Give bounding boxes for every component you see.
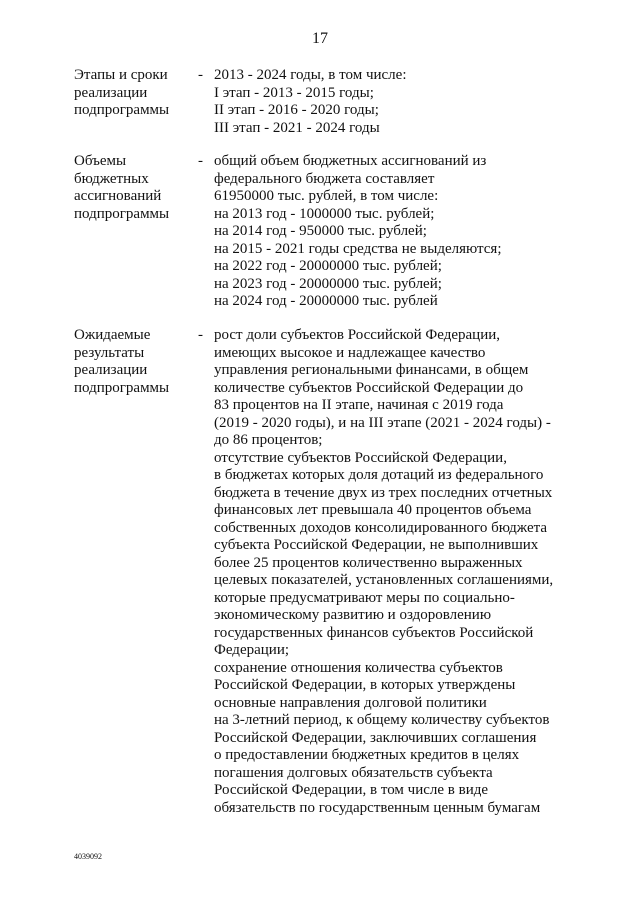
- section-label: [74, 67, 194, 120]
- content-line: собственных доходов консолидированного бюджета: [214, 519, 547, 536]
- content-line: Российской Федерации, в том числе в виде: [214, 782, 489, 798]
- content-line: сохранение отношения количества субъектов: [214, 659, 503, 676]
- content-line: основные направления долговой политики: [214, 694, 487, 711]
- content-line: на 3-летний период, к общему количеству субъектов: [214, 712, 550, 728]
- content-line: управления региональными финансами, в общем: [214, 362, 529, 378]
- section-dash: -: [198, 327, 203, 343]
- label-line: подпрограммы: [74, 205, 170, 222]
- section-label: [74, 153, 194, 223]
- content-line: Федерации;: [214, 642, 290, 658]
- content-line: экономическому развитию и оздоровлению: [214, 607, 492, 623]
- label-line: Этапы и сроки: [74, 67, 168, 83]
- content-line: на 2023 год - 20000000 тыс. рублей;: [214, 275, 442, 292]
- label-line: Ожидаемые: [74, 327, 151, 343]
- content-line: до 86 процентов;: [214, 432, 323, 448]
- content-line: финансовых лет превышала 40 процентов объема: [214, 502, 532, 518]
- content-line: на 2022 год - 20000000 тыс. рублей;: [214, 258, 442, 274]
- label-line: бюджетных: [74, 170, 149, 187]
- page-number: 17: [312, 30, 328, 47]
- label-line: ассигнований: [74, 188, 162, 204]
- content-line: субъекта Российской Федерации, не выполнивших: [214, 537, 539, 553]
- content-line: I этап - 2013 - 2015 годы;: [214, 84, 374, 101]
- content-line: рост доли субъектов Российской Федерации,: [214, 327, 501, 343]
- content-line: имеющих высокое и надлежащее качество: [214, 344, 486, 361]
- content-line: отсутствие субъектов Российской Федерации,: [214, 449, 507, 466]
- content-line: на 2014 год - 950000 тыс. рублей;: [214, 223, 427, 239]
- section-dash: -: [198, 153, 203, 169]
- label-line: реализации: [74, 84, 148, 101]
- label-line: Объемы: [74, 153, 127, 169]
- content-line: в бюджетах которых доля дотаций из федерального: [214, 467, 544, 483]
- content-line: на 2015 - 2021 годы средства не выделяются;: [214, 240, 502, 257]
- section-label: [74, 327, 194, 397]
- content-line: которые предусматривают меры по социально-: [214, 589, 515, 606]
- content-line: Российской Федерации, в которых утверждены: [214, 677, 516, 693]
- content-line: о предоставлении бюджетных кредитов в целях: [214, 747, 520, 763]
- section-content: [214, 327, 554, 817]
- section-dash: -: [198, 67, 203, 83]
- content-line: Российской Федерации, заключивших соглашения: [214, 729, 537, 746]
- content-line: II этап - 2016 - 2020 годы;: [214, 102, 379, 118]
- content-line: на 2024 год - 20000000 тыс. рублей: [214, 293, 438, 309]
- content-line: количестве субъектов Российской Федерации до: [214, 379, 524, 396]
- section-content: [214, 153, 554, 311]
- section-content: [214, 67, 554, 137]
- content-line: бюджета в течение двух из трех последних отчетных: [214, 484, 553, 501]
- content-line: федерального бюджета составляет: [214, 170, 435, 187]
- document-code: 4039092: [74, 852, 102, 861]
- content-line: на 2013 год - 1000000 тыс. рублей;: [214, 205, 435, 222]
- content-line: 83 процентов на II этапе, начиная с 2019 года: [214, 397, 504, 413]
- content-line: 2013 - 2024 годы, в том числе:: [214, 67, 407, 83]
- content-line: (2019 - 2020 годы), и на III этапе (2021 - 2024 годы) -: [214, 414, 551, 431]
- content-line: 61950000 тыс. рублей, в том числе:: [214, 188, 439, 204]
- content-line: погашения долговых обязательств субъекта: [214, 764, 493, 781]
- content-line: общий объем бюджетных ассигнований из: [214, 153, 487, 169]
- label-line: реализации: [74, 362, 148, 378]
- content-line: обязательств по государственным ценным бумагам: [214, 799, 541, 816]
- label-line: подпрограммы: [74, 102, 170, 118]
- label-line: подпрограммы: [74, 379, 170, 396]
- label-line: результаты: [74, 344, 145, 361]
- content-line: III этап - 2021 - 2024 годы: [214, 119, 380, 136]
- content-line: государственных финансов субъектов Российской: [214, 624, 534, 641]
- content-line: целевых показателей, установленных соглашениями,: [214, 572, 554, 588]
- content-line: более 25 процентов количественно выраженных: [214, 554, 523, 571]
